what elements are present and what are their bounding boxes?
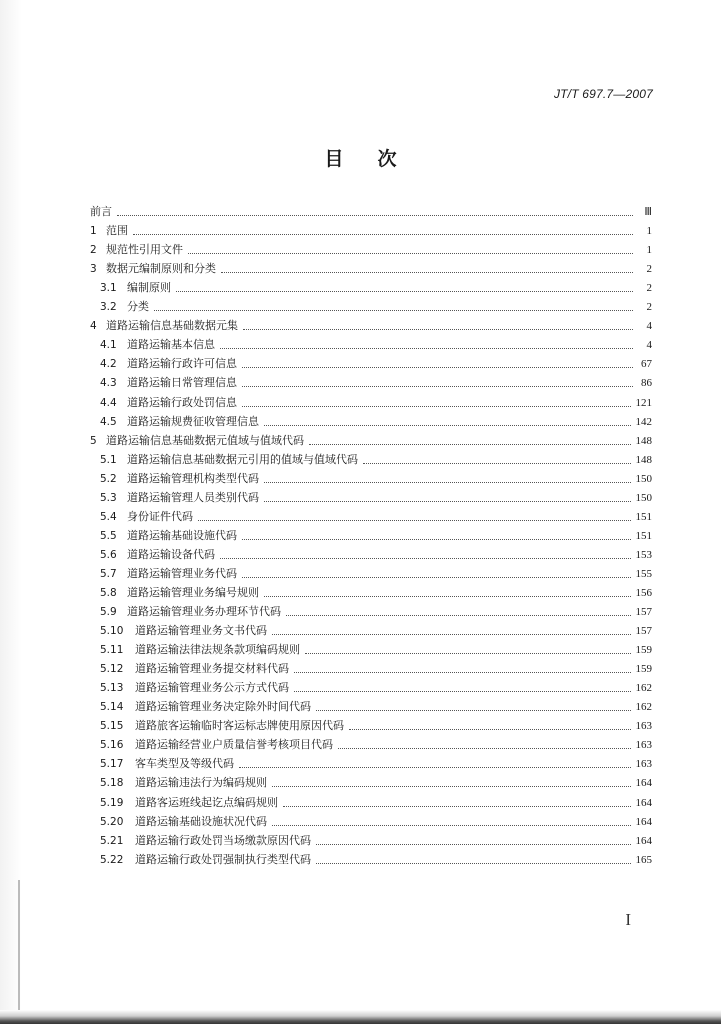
toc-entry-page: 151 [635, 510, 652, 523]
toc-entry-page: 1 [646, 244, 652, 257]
toc-entry [90, 848, 652, 867]
toc-entry-label: 道路运输管理业务公示方式代码 [135, 681, 289, 695]
toc-entry-number: 5.1 [100, 453, 117, 466]
toc-dot-leader [243, 329, 633, 330]
toc-entry-page: 164 [635, 796, 652, 809]
scan-bottom-shadow [0, 1010, 721, 1024]
toc-entry [90, 295, 652, 314]
toc-entry-page: 155 [635, 567, 652, 580]
toc-entry [90, 676, 652, 695]
toc-dot-leader [264, 425, 631, 426]
toc-entry-page: 121 [635, 396, 652, 409]
toc-entry-label: 道路运输违法行为编码规则 [135, 776, 267, 790]
toc-entry-label: 范围 [106, 224, 128, 238]
toc-entry-label: 身份证件代码 [127, 509, 193, 523]
toc-entry-label: 道路运输基础设施代码 [127, 528, 237, 542]
toc-entry-number: 5.5 [100, 529, 117, 542]
toc-dot-leader [316, 710, 631, 711]
toc-entry-page: 163 [635, 758, 652, 771]
toc-entry-page: 2 [646, 263, 652, 276]
toc-entry [90, 371, 652, 390]
toc-entry-number: 5.21 [100, 834, 124, 847]
toc-entry-number: 4.2 [100, 358, 117, 371]
toc-entry-number: 5.17 [100, 758, 124, 771]
toc-entry-label: 道路运输规费征收管理信息 [127, 414, 259, 428]
toc-dot-leader [305, 653, 631, 654]
toc-dot-leader [272, 634, 631, 635]
toc-entry-page: 4 [646, 339, 652, 352]
toc-dot-leader [264, 596, 631, 597]
toc-dot-leader [176, 291, 633, 292]
toc-entry [90, 352, 652, 371]
toc-entry [90, 467, 652, 486]
toc-entry-number: 3.1 [100, 282, 117, 295]
toc-entry [90, 714, 652, 733]
toc-entry-label: 道路运输管理业务办理环节代码 [127, 605, 281, 619]
toc-entry-page: 163 [635, 739, 652, 752]
toc-entry [90, 790, 652, 809]
toc-entry-page: 150 [635, 472, 652, 485]
toc-entry-page: 148 [635, 453, 652, 466]
toc-entry [90, 219, 652, 238]
toc-dot-leader [283, 806, 631, 807]
toc-dot-leader [188, 253, 633, 254]
toc-dot-leader [264, 501, 631, 502]
toc-dot-leader [316, 863, 631, 864]
toc-entry-number: 4.3 [100, 377, 117, 390]
toc-entry-label: 道路运输基本信息 [127, 338, 215, 352]
toc-entry-page: 1 [646, 225, 652, 238]
toc-entry-number: 5.6 [100, 548, 117, 561]
toc-entry-label: 编制原则 [127, 281, 171, 295]
toc-entry-label: 道路运输行政处罚强制执行类型代码 [135, 852, 311, 866]
toc-entry [90, 276, 652, 295]
toc-entry-page: 159 [635, 644, 652, 657]
toc-entry [90, 771, 652, 790]
toc-dot-leader [221, 272, 633, 273]
toc-dot-leader [349, 729, 631, 730]
toc-entry-label: 道路运输设备代码 [127, 547, 215, 561]
toc-entry [90, 619, 652, 638]
toc-entry [90, 505, 652, 524]
toc-entry-page: 2 [646, 301, 652, 314]
toc-dot-leader [133, 234, 633, 235]
standard-code: JT/T 697.7—2007 [553, 87, 653, 101]
toc-entry-label: 前言 [90, 205, 112, 219]
toc-entry [90, 257, 652, 276]
toc-dot-leader [363, 463, 631, 464]
toc-entry-page: 4 [646, 320, 652, 333]
toc-dot-leader [272, 825, 631, 826]
toc-entry [90, 581, 652, 600]
toc-entry-number: 5.18 [100, 777, 124, 790]
toc-dot-leader [242, 367, 633, 368]
toc-dot-leader [220, 348, 633, 349]
toc-dot-leader [242, 577, 631, 578]
toc-entry-number: 3.2 [100, 301, 117, 314]
toc-dot-leader [242, 386, 633, 387]
toc-entry [90, 829, 652, 848]
toc-entry-page: 157 [635, 625, 652, 638]
toc-entry-label: 道路运输经营业户质量信誉考核项目代码 [135, 738, 333, 752]
toc-entry-page: 163 [635, 720, 652, 733]
toc-dot-leader [242, 539, 631, 540]
toc-entry-page: 142 [635, 415, 652, 428]
toc-entry [90, 733, 652, 752]
toc-entry [90, 638, 652, 657]
toc-entry-label: 道路运输信息基础数据元引用的值域与值域代码 [127, 452, 358, 466]
toc-entry-label: 道路运输法律法规条款项编码规则 [135, 643, 300, 657]
scan-edge-mark [18, 880, 20, 1010]
toc-dot-leader [198, 520, 631, 521]
toc-entry-page: 164 [635, 815, 652, 828]
toc-dot-leader [239, 767, 631, 768]
toc-entry-label: 客车类型及等级代码 [135, 757, 234, 771]
toc-entry [90, 200, 652, 219]
toc-entry-label: 道路运输信息基础数据元集 [106, 319, 238, 333]
toc-entry-number: 5.20 [100, 815, 124, 828]
toc-entry-number: 5.11 [100, 644, 124, 657]
toc-entry-label: 道路运输管理人员类别代码 [127, 490, 259, 504]
toc-entry-label: 道路客运班线起讫点编码规则 [135, 795, 278, 809]
toc-entry-label: 道路运输信息基础数据元值域与值域代码 [106, 433, 304, 447]
toc-entry-number: 5.14 [100, 701, 124, 714]
toc-entry [90, 314, 652, 333]
toc-entry [90, 486, 652, 505]
toc-entry-page: 67 [641, 358, 652, 371]
toc-entry-number: 4.5 [100, 415, 117, 428]
toc-entry [90, 543, 652, 562]
toc-entry-number: 1 [90, 225, 97, 238]
toc-entry-number: 5.4 [100, 510, 117, 523]
table-of-contents [90, 200, 652, 867]
toc-entry-label: 道路旅客运输临时客运标志牌使用原因代码 [135, 719, 344, 733]
toc-entry-page: 150 [635, 491, 652, 504]
toc-entry-number: 2 [90, 244, 97, 257]
toc-entry-label: 道路运输管理业务文书代码 [135, 624, 267, 638]
toc-entry-label: 分类 [127, 300, 149, 314]
toc-entry-number: 5.16 [100, 739, 124, 752]
toc-entry [90, 562, 652, 581]
toc-entry [90, 752, 652, 771]
page-number: I [625, 910, 631, 929]
toc-entry [90, 657, 652, 676]
toc-entry [90, 448, 652, 467]
toc-entry-label: 道路运输管理机构类型代码 [127, 471, 259, 485]
toc-entry-number: 5.15 [100, 720, 124, 733]
toc-entry-page: Ⅲ [644, 206, 652, 219]
toc-entry [90, 429, 652, 448]
toc-dot-leader [294, 691, 631, 692]
toc-entry-number: 4.4 [100, 396, 117, 409]
toc-dot-leader [294, 672, 631, 673]
toc-entry [90, 810, 652, 829]
toc-entry-label: 道路运输行政许可信息 [127, 357, 237, 371]
toc-entry-label: 道路运输行政处罚当场缴款原因代码 [135, 833, 311, 847]
toc-dot-leader [338, 748, 631, 749]
toc-entry-page: 156 [635, 586, 652, 599]
toc-entry [90, 695, 652, 714]
toc-entry [90, 410, 652, 429]
toc-entry [90, 238, 652, 257]
toc-entry-number: 5.2 [100, 472, 117, 485]
toc-dot-leader [309, 444, 631, 445]
toc-entry-label: 数据元编制原则和分类 [106, 262, 216, 276]
toc-entry-page: 162 [635, 682, 652, 695]
page-title: 目次 [324, 148, 431, 170]
toc-entry-page: 157 [635, 606, 652, 619]
toc-dot-leader [154, 310, 633, 311]
toc-entry-label: 道路运输行政处罚信息 [127, 395, 237, 409]
toc-dot-leader [286, 615, 631, 616]
toc-entry-page: 151 [635, 529, 652, 542]
toc-entry-number: 5.19 [100, 796, 124, 809]
toc-entry-number: 5 [90, 434, 97, 447]
toc-dot-leader [220, 558, 631, 559]
toc-entry-number: 5.7 [100, 567, 117, 580]
toc-entry-page: 86 [641, 377, 652, 390]
toc-entry-label: 道路运输管理业务提交材料代码 [135, 662, 289, 676]
toc-entry-page: 165 [635, 853, 652, 866]
toc-entry-page: 159 [635, 663, 652, 676]
toc-entry-number: 5.12 [100, 663, 124, 676]
toc-entry-number: 5.10 [100, 625, 124, 638]
toc-entry-page: 153 [635, 548, 652, 561]
toc-entry-label: 道路运输日常管理信息 [127, 376, 237, 390]
toc-entry [90, 333, 652, 352]
toc-entry-number: 5.22 [100, 853, 124, 866]
toc-entry-label: 道路运输管理业务代码 [127, 566, 237, 580]
toc-dot-leader [316, 844, 631, 845]
toc-entry-page: 148 [635, 434, 652, 447]
toc-entry-label: 道路运输管理业务决定除外时间代码 [135, 700, 311, 714]
toc-entry-number: 5.8 [100, 586, 117, 599]
toc-dot-leader [264, 482, 631, 483]
toc-entry-number: 5.9 [100, 606, 117, 619]
toc-entry-page: 164 [635, 834, 652, 847]
toc-entry-number: 5.3 [100, 491, 117, 504]
toc-dot-leader [117, 215, 633, 216]
toc-entry-number: 3 [90, 263, 97, 276]
toc-entry-number: 4 [90, 320, 97, 333]
toc-entry-number: 4.1 [100, 339, 117, 352]
toc-entry-number: 5.13 [100, 682, 124, 695]
toc-entry [90, 524, 652, 543]
toc-entry-page: 2 [646, 282, 652, 295]
toc-entry-label: 道路运输基础设施状况代码 [135, 814, 267, 828]
toc-entry-label: 道路运输管理业务编号规则 [127, 585, 259, 599]
toc-entry-label: 规范性引用文件 [106, 243, 183, 257]
toc-entry [90, 600, 652, 619]
toc-entry [90, 390, 652, 409]
toc-dot-leader [272, 786, 631, 787]
toc-dot-leader [242, 406, 631, 407]
toc-entry-page: 162 [635, 701, 652, 714]
toc-entry-page: 164 [635, 777, 652, 790]
